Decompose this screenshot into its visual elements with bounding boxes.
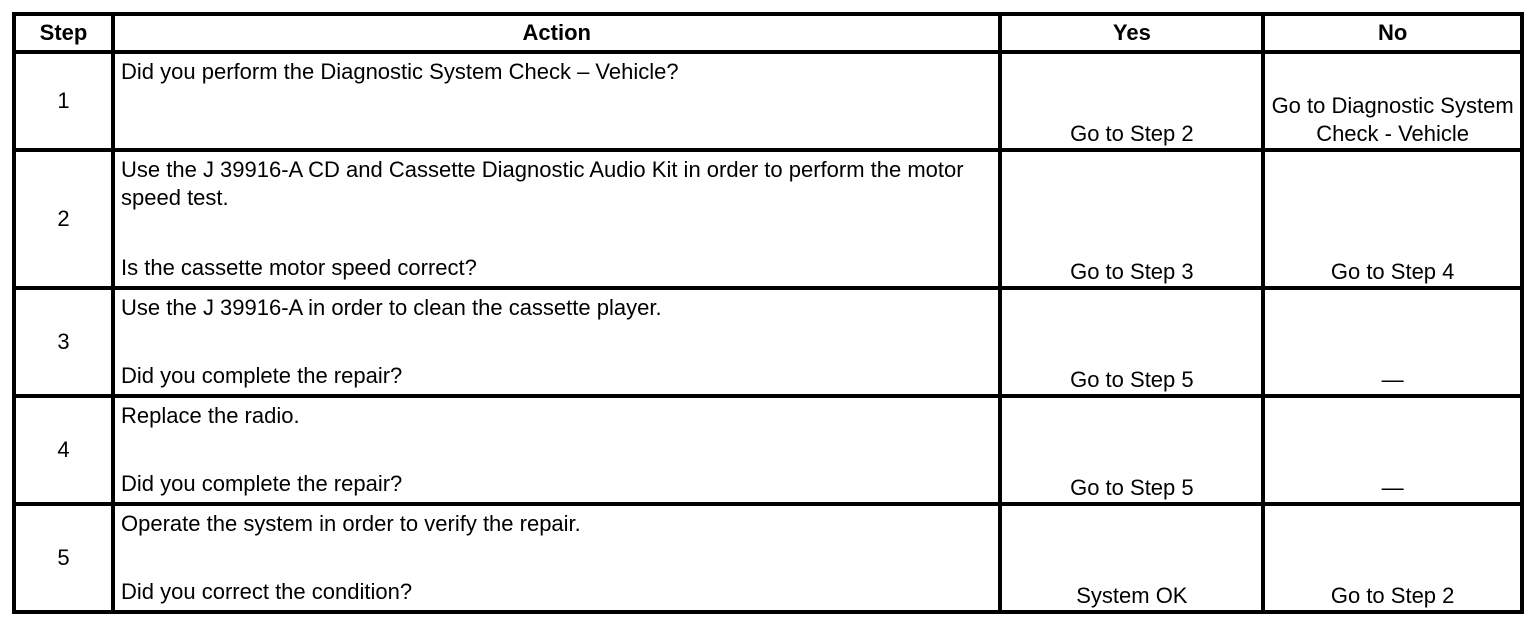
header-action: Action (115, 16, 998, 50)
action-instruction: Did you perform the Diagnostic System Check – Vehicle? (121, 59, 679, 84)
header-step: Step (16, 16, 111, 50)
action-instruction: Replace the radio. (121, 403, 300, 428)
diagnostic-table (12, 12, 1524, 614)
no-result: Go to Step 4 (1265, 152, 1520, 286)
step-number: 2 (16, 152, 111, 286)
action-cell (115, 290, 998, 394)
action-instruction: Operate the system in order to verify the repair. (121, 511, 581, 536)
table-row (16, 152, 1520, 286)
step-number: 4 (16, 398, 111, 502)
action-cell (115, 152, 998, 286)
table-header-row (16, 16, 1520, 50)
table-row (16, 290, 1520, 394)
action-question: Did you complete the repair? (121, 363, 403, 388)
table-row (16, 398, 1520, 502)
action-instruction: Use the J 39916-A in order to clean the cassette player. (121, 295, 662, 320)
yes-result: Go to Step 5 (1002, 290, 1261, 394)
table-row (16, 54, 1520, 148)
action-cell (115, 506, 998, 610)
no-result: — (1265, 398, 1520, 502)
yes-result: Go to Step 3 (1002, 152, 1261, 286)
no-result: — (1265, 290, 1520, 394)
no-result: Go to Diagnostic System Check - Vehicle (1265, 54, 1520, 148)
action-question: Did you correct the condition? (121, 579, 413, 604)
action-question: Did you complete the repair? (121, 471, 403, 496)
step-number: 1 (16, 54, 111, 148)
yes-result: System OK (1002, 506, 1261, 610)
header-yes: Yes (1002, 16, 1261, 50)
step-number: 5 (16, 506, 111, 610)
yes-result: Go to Step 2 (1002, 54, 1261, 148)
no-result: Go to Step 2 (1265, 506, 1520, 610)
table-row (16, 506, 1520, 610)
header-no: No (1265, 16, 1520, 50)
action-question: Is the cassette motor speed correct? (121, 255, 477, 280)
step-number: 3 (16, 290, 111, 394)
yes-result: Go to Step 5 (1002, 398, 1261, 502)
action-instruction: Use the J 39916-A CD and Cassette Diagnostic Audio Kit in order to perform the motor speed test. (121, 157, 964, 210)
action-cell (115, 398, 998, 502)
action-cell (115, 54, 998, 148)
